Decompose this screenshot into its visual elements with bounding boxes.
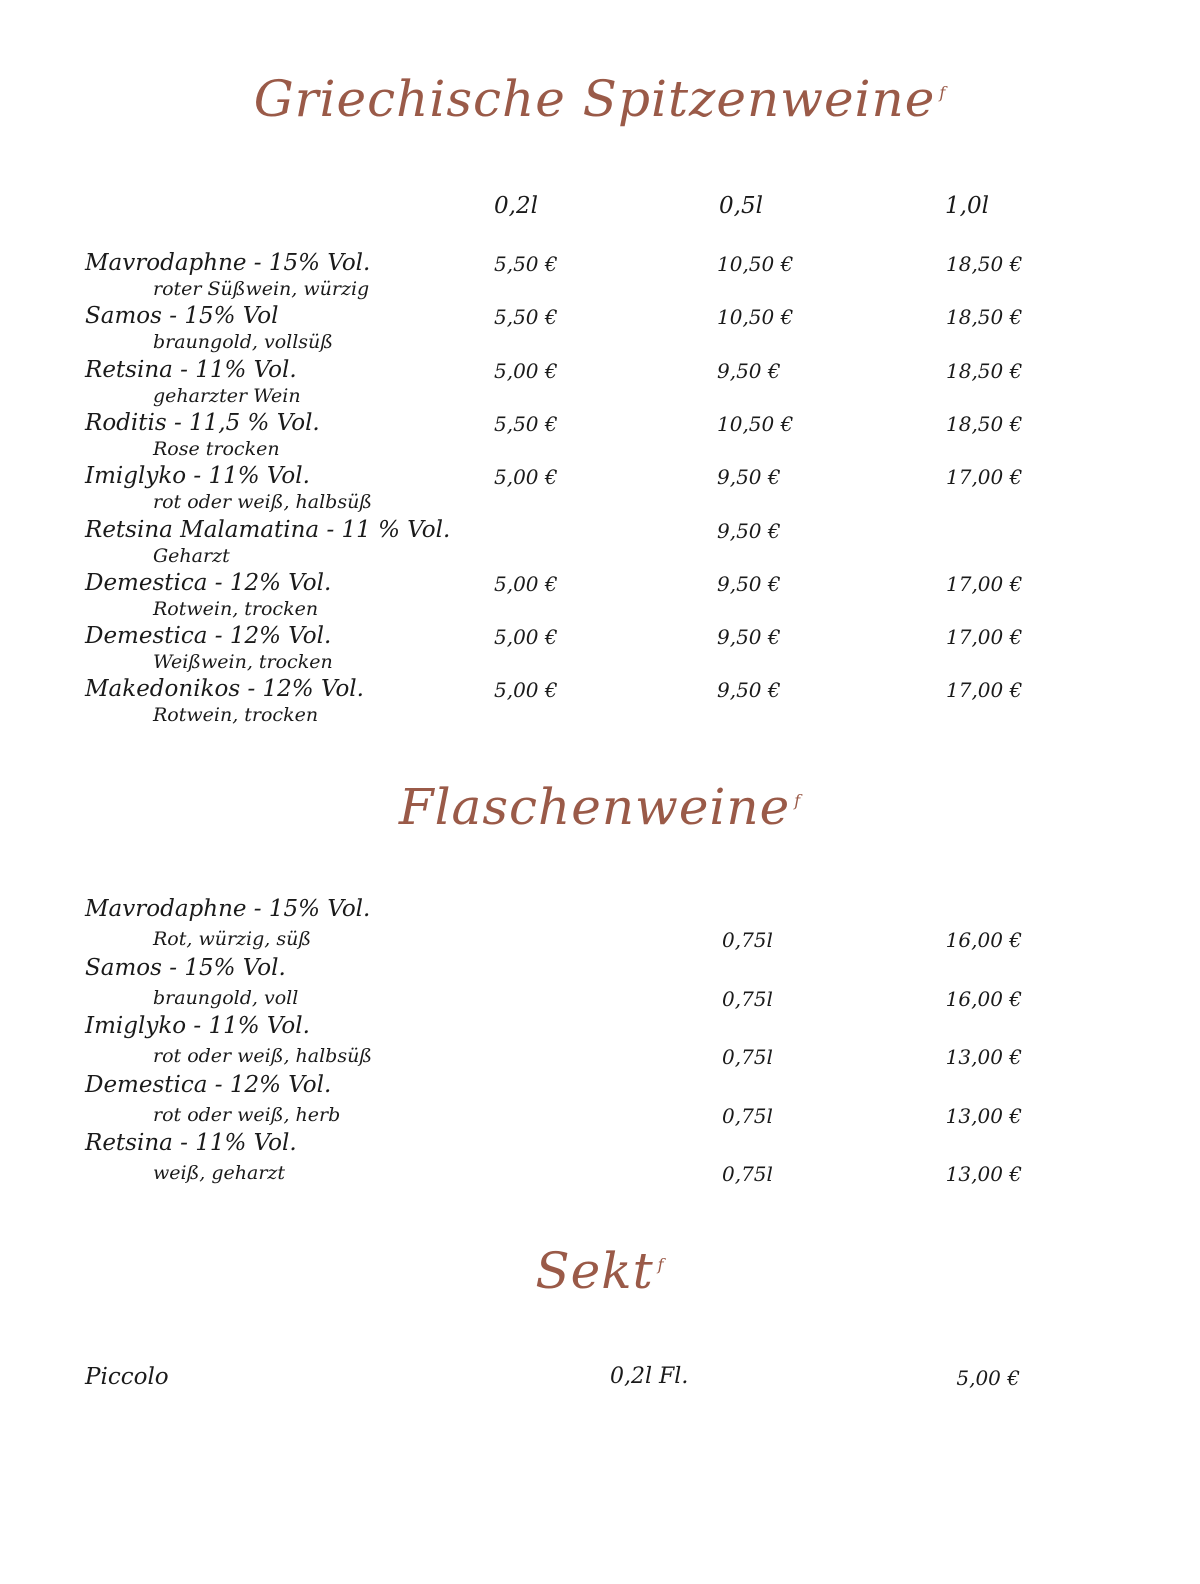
- price-10l: 17,00 €: [946, 465, 1023, 490]
- list-item: [0, 517, 1200, 571]
- price-05l: 10,50 €: [717, 305, 794, 330]
- wine-name: Demestica - 12% Vol.: [85, 1071, 332, 1098]
- wine-description: Rotwein, trocken: [153, 704, 319, 727]
- wine-name: Mavrodaphne - 15% Vol.: [85, 896, 371, 922]
- wine-name: Samos - 15% Vol: [85, 303, 279, 330]
- price-05l: 9,50 €: [717, 465, 781, 490]
- list-item: [0, 570, 1200, 624]
- section-title-sekt: [0, 1242, 1200, 1300]
- section-title-text: Sekt: [535, 1242, 654, 1300]
- wine-price: 13,00 €: [945, 1162, 1022, 1186]
- list-item: [0, 357, 1200, 411]
- price-05l: 10,50 €: [717, 411, 794, 436]
- list-item: [0, 1072, 1200, 1130]
- list-item: [0, 250, 1200, 304]
- price-10l: 17,00 €: [946, 625, 1023, 650]
- price-02l: 5,00 €: [494, 571, 558, 596]
- wine-name: Retsina - 11% Vol.: [85, 1130, 297, 1156]
- wine-description: braungold, voll: [153, 986, 299, 1009]
- wine-name: Roditis - 11,5 % Vol.: [85, 409, 320, 436]
- price-05l: 9,50 €: [717, 571, 781, 596]
- section-title-bottle-wines: [0, 778, 1200, 836]
- list-item: [0, 955, 1200, 1013]
- wine-name: Retsina Malamatina - 11 % Vol.: [85, 516, 451, 543]
- wine-description: Rose trocken: [153, 437, 280, 460]
- list-item: [0, 1013, 1200, 1071]
- price-10l: 18,50 €: [946, 305, 1023, 330]
- column-header-02l: 0,2l: [494, 193, 538, 219]
- wine-name: Demestica - 12% Vol.: [85, 623, 332, 650]
- wine-name: Imiglyko - 11% Vol.: [85, 1013, 310, 1039]
- price-10l: 18,50 €: [946, 252, 1023, 276]
- price-02l: 5,50 €: [494, 411, 558, 436]
- section-title-mark: f: [939, 83, 947, 103]
- price-02l: 5,00 €: [494, 625, 558, 650]
- wine-description: Rotwein, trocken: [153, 597, 319, 620]
- wine-description: Weißwein, trocken: [153, 651, 333, 674]
- list-item: [0, 623, 1200, 677]
- wine-description: rot oder weiß, halbsüß: [153, 491, 373, 514]
- price-05l: 10,50 €: [717, 252, 794, 276]
- list-item: [0, 303, 1200, 357]
- wine-price: 5,00 €: [956, 1366, 1020, 1390]
- wine-price: 16,00 €: [945, 928, 1022, 952]
- wine-volume: 0,75l: [722, 1162, 773, 1186]
- list-item: [0, 1130, 1200, 1188]
- wine-price: 16,00 €: [945, 986, 1022, 1011]
- price-05l: 9,50 €: [717, 625, 781, 650]
- price-02l: 5,00 €: [494, 678, 558, 703]
- list-item: [0, 410, 1200, 464]
- wine-name: Makedonikos - 12% Vol.: [85, 676, 364, 703]
- section-title-greek-wines: [0, 70, 1200, 128]
- wine-volume: 0,75l: [722, 1103, 773, 1128]
- wine-description: braungold, vollsüß: [153, 331, 333, 354]
- wine-name: Samos - 15% Vol.: [85, 954, 286, 981]
- wine-volume: 0,2l Fl.: [610, 1364, 689, 1389]
- price-05l: 9,50 €: [717, 678, 781, 703]
- wine-name: Demestica - 12% Vol.: [85, 569, 332, 596]
- price-10l: 18,50 €: [946, 358, 1023, 383]
- list-item: [0, 676, 1200, 730]
- wine-name: Piccolo: [85, 1364, 169, 1390]
- column-header-10l: 1,0l: [945, 193, 989, 219]
- list-item: [0, 896, 1200, 954]
- section-title-mark: f: [794, 791, 802, 811]
- wine-description: geharzter Wein: [153, 384, 301, 407]
- list-item: [0, 1364, 1200, 1396]
- wine-volume: 0,75l: [722, 928, 773, 952]
- wine-description: rot oder weiß, halbsüß: [153, 1045, 373, 1067]
- price-02l: 5,50 €: [494, 305, 558, 330]
- wine-description: weiß, geharzt: [153, 1162, 286, 1184]
- wine-name: Retsina - 11% Vol.: [85, 356, 297, 383]
- section-title-text: Griechische Spitzenweine: [253, 70, 936, 128]
- price-10l: 17,00 €: [946, 571, 1023, 596]
- wine-description: roter Süßwein, würzig: [153, 278, 370, 300]
- wine-description: rot oder weiß, herb: [153, 1103, 341, 1126]
- column-header-05l: 0,5l: [719, 193, 763, 219]
- section-title-text: Flaschenweine: [398, 778, 791, 836]
- wine-volume: 0,75l: [722, 1045, 773, 1069]
- price-05l: 9,50 €: [717, 518, 781, 543]
- price-02l: 5,00 €: [494, 358, 558, 383]
- price-10l: 17,00 €: [946, 678, 1023, 703]
- wine-volume: 0,75l: [722, 986, 773, 1011]
- price-02l: 5,50 €: [494, 252, 558, 276]
- price-05l: 9,50 €: [717, 358, 781, 383]
- wine-name: Imiglyko - 11% Vol.: [85, 463, 310, 490]
- wine-price: 13,00 €: [945, 1103, 1022, 1128]
- wine-description: Rot, würzig, süß: [153, 928, 312, 950]
- wine-name: Mavrodaphne - 15% Vol.: [85, 250, 371, 276]
- wine-description: Geharzt: [153, 544, 230, 567]
- price-02l: 5,00 €: [494, 465, 558, 490]
- list-item: [0, 463, 1200, 517]
- section-title-mark: f: [657, 1255, 665, 1275]
- price-10l: 18,50 €: [946, 411, 1023, 436]
- wine-price: 13,00 €: [945, 1045, 1022, 1069]
